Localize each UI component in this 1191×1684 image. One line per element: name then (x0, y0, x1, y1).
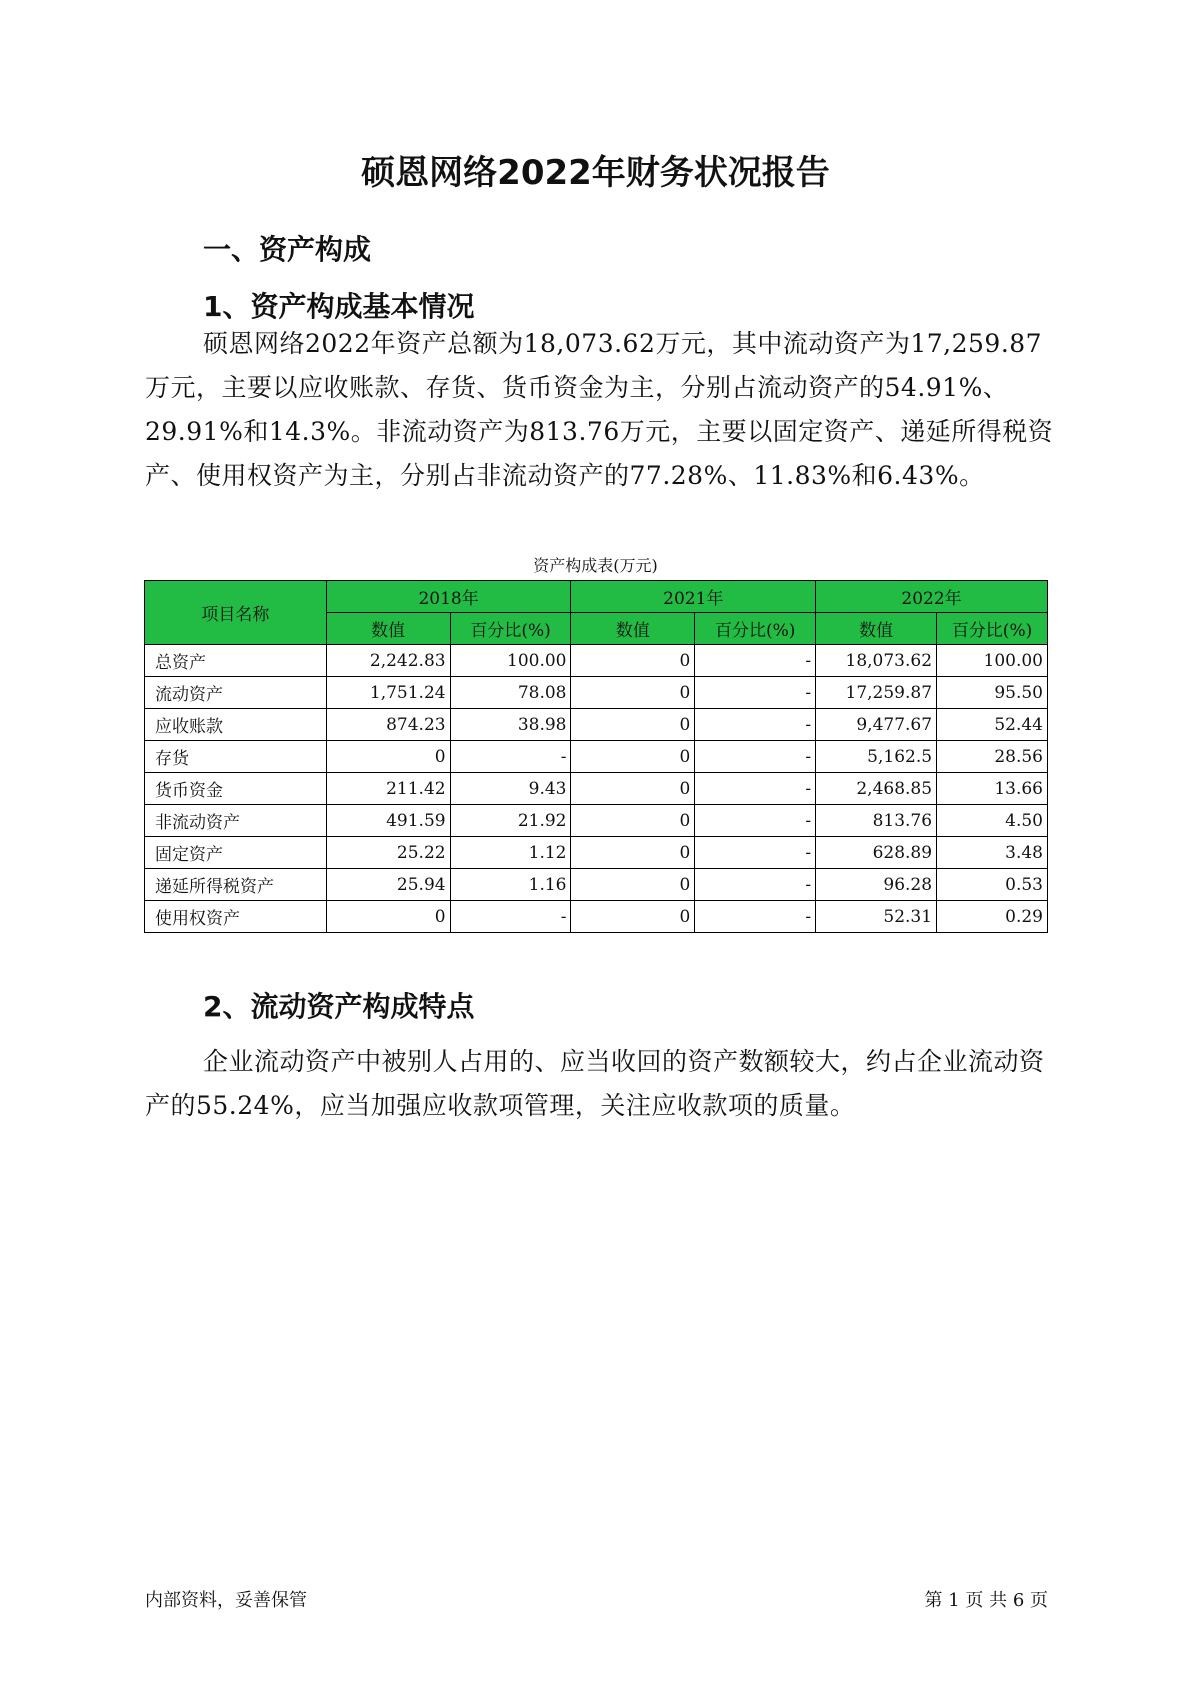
cell-value-2022: 2,468.85 (816, 773, 937, 805)
cell-percent-2021: - (695, 805, 816, 837)
cell-value-2022: 18,073.62 (816, 645, 937, 677)
cell-percent-2018: - (450, 901, 571, 933)
cell-value-2022: 5,162.5 (816, 741, 937, 773)
cell-percent-2018: 9.43 (450, 773, 571, 805)
row-name: 总资产 (145, 645, 327, 677)
table-row (145, 869, 1048, 901)
header-value: 数值 (816, 613, 937, 645)
header-percent: 百分比(%) (450, 613, 571, 645)
cell-value-2022: 628.89 (816, 837, 937, 869)
row-name: 非流动资产 (145, 805, 327, 837)
header-percent: 百分比(%) (937, 613, 1048, 645)
cell-percent-2018: - (450, 741, 571, 773)
subsection-heading-basic: 1、资产构成基本情况 (203, 290, 475, 323)
subsection-heading-current-assets: 2、流动资产构成特点 (203, 990, 475, 1023)
cell-percent-2018: 1.16 (450, 869, 571, 901)
table-caption: 资产构成表(万元) (533, 556, 658, 575)
table-row (145, 645, 1048, 677)
footer-confidential-note: 内部资料，妥善保管 (145, 1590, 307, 1611)
cell-value-2021: 0 (571, 709, 695, 741)
page-title: 硕恩网络2022年财务状况报告 (361, 153, 830, 193)
cell-value-2018: 491.59 (326, 805, 450, 837)
row-name: 递延所得税资产 (145, 869, 327, 901)
cell-value-2018: 0 (326, 741, 450, 773)
asset-composition-table (144, 580, 1048, 933)
header-year-2022: 2022年 (816, 581, 1048, 613)
row-name: 存货 (145, 741, 327, 773)
cell-percent-2021: - (695, 645, 816, 677)
cell-value-2022: 9,477.67 (816, 709, 937, 741)
cell-percent-2022: 28.56 (937, 741, 1048, 773)
cell-value-2018: 25.94 (326, 869, 450, 901)
header-value: 数值 (571, 613, 695, 645)
cell-percent-2021: - (695, 773, 816, 805)
cell-percent-2022: 52.44 (937, 709, 1048, 741)
row-name: 流动资产 (145, 677, 327, 709)
footer-page-number: 第 1 页 共 6 页 (924, 1590, 1048, 1611)
table-row (145, 709, 1048, 741)
cell-percent-2021: - (695, 741, 816, 773)
header-year-2021: 2021年 (571, 581, 816, 613)
header-year-2018: 2018年 (326, 581, 571, 613)
table-row (145, 837, 1048, 869)
cell-value-2018: 25.22 (326, 837, 450, 869)
cell-percent-2021: - (695, 869, 816, 901)
row-name: 固定资产 (145, 837, 327, 869)
cell-percent-2021: - (695, 901, 816, 933)
cell-percent-2021: - (695, 709, 816, 741)
cell-percent-2021: - (695, 837, 816, 869)
cell-percent-2022: 3.48 (937, 837, 1048, 869)
cell-percent-2022: 4.50 (937, 805, 1048, 837)
cell-value-2021: 0 (571, 901, 695, 933)
header-value: 数值 (326, 613, 450, 645)
cell-percent-2018: 78.08 (450, 677, 571, 709)
cell-percent-2022: 0.29 (937, 901, 1048, 933)
table-row (145, 741, 1048, 773)
table-row (145, 677, 1048, 709)
table-row (145, 805, 1048, 837)
cell-value-2022: 813.76 (816, 805, 937, 837)
cell-value-2022: 52.31 (816, 901, 937, 933)
cell-percent-2022: 100.00 (937, 645, 1048, 677)
cell-percent-2018: 38.98 (450, 709, 571, 741)
cell-value-2022: 96.28 (816, 869, 937, 901)
cell-value-2021: 0 (571, 837, 695, 869)
current-assets-paragraph: 企业流动资产中被别人占用的、应当收回的资产数额较大，约占企业流动资产的55.24%，应当加强应收款项管理，关注应收款项的质量。 (145, 1047, 1045, 1120)
cell-value-2018: 2,242.83 (326, 645, 450, 677)
cell-percent-2021: - (695, 677, 816, 709)
asset-summary-paragraph: 硕恩网络2022年资产总额为18,073.62万元，其中流动资产为17,259.87万元，主要以应收账款、存货、货币资金为主，分别占流动资产的54.91%、29.91%和14.3%。非流动资产为813.76万元，主要以固定资产、递延所得税资产、使用权资产为主，分别占非流动资产的77.28%、11.83%和6.43%。 (145, 329, 1054, 490)
row-name: 货币资金 (145, 773, 327, 805)
row-name: 应收账款 (145, 709, 327, 741)
cell-value-2018: 211.42 (326, 773, 450, 805)
cell-percent-2018: 1.12 (450, 837, 571, 869)
table-row (145, 901, 1048, 933)
cell-value-2018: 1,751.24 (326, 677, 450, 709)
cell-value-2021: 0 (571, 645, 695, 677)
header-item-name: 项目名称 (145, 581, 327, 645)
cell-value-2018: 0 (326, 901, 450, 933)
row-name: 使用权资产 (145, 901, 327, 933)
section-heading-asset-composition: 一、资产构成 (203, 233, 372, 266)
cell-value-2021: 0 (571, 677, 695, 709)
table-row (145, 773, 1048, 805)
cell-value-2021: 0 (571, 741, 695, 773)
cell-percent-2022: 13.66 (937, 773, 1048, 805)
cell-percent-2018: 21.92 (450, 805, 571, 837)
cell-percent-2022: 95.50 (937, 677, 1048, 709)
cell-value-2021: 0 (571, 805, 695, 837)
cell-value-2021: 0 (571, 869, 695, 901)
cell-value-2021: 0 (571, 773, 695, 805)
header-percent: 百分比(%) (695, 613, 816, 645)
cell-percent-2018: 100.00 (450, 645, 571, 677)
cell-value-2022: 17,259.87 (816, 677, 937, 709)
cell-value-2018: 874.23 (326, 709, 450, 741)
cell-percent-2022: 0.53 (937, 869, 1048, 901)
